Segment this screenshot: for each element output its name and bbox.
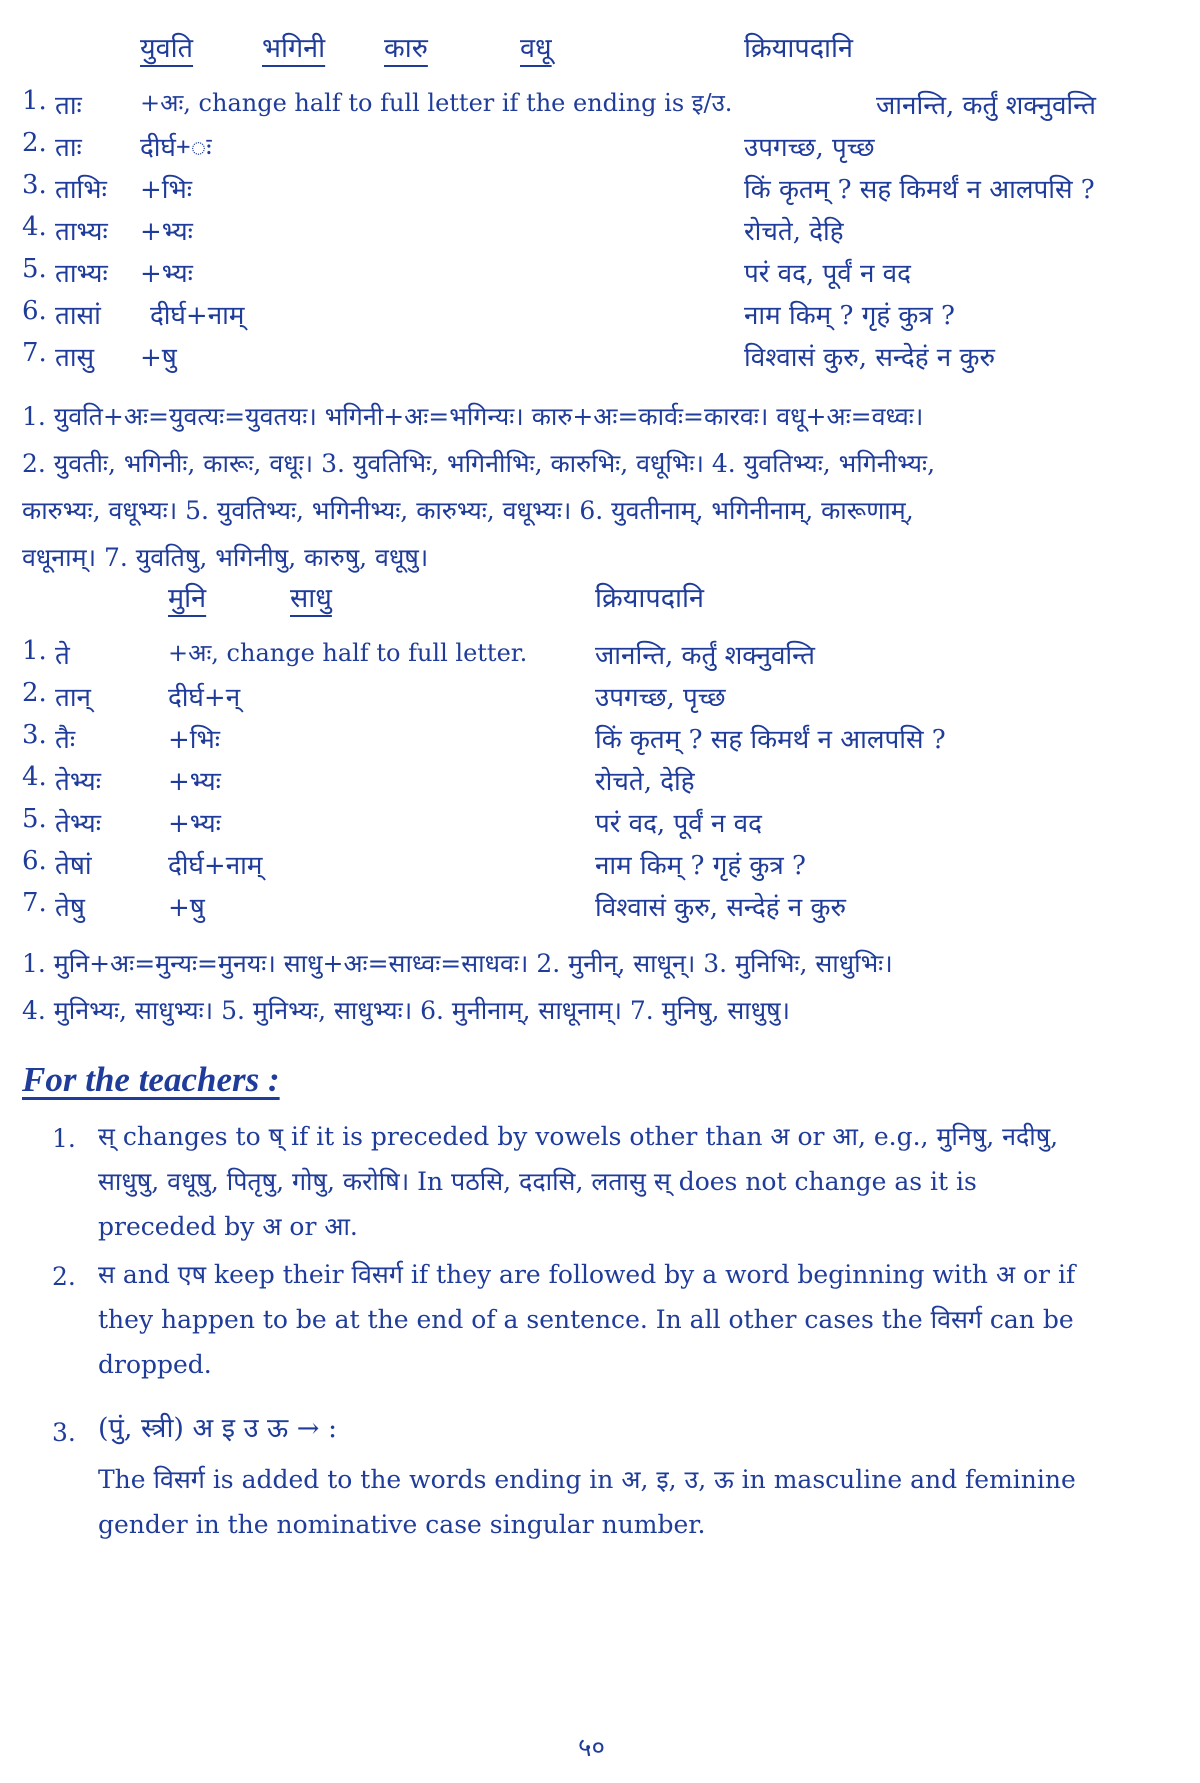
- row-form: ताभ्यः: [55, 217, 108, 247]
- row-number: 5.: [22, 804, 47, 834]
- row-form: ते: [55, 641, 70, 671]
- note-number: 3.: [52, 1418, 76, 1447]
- row-rule: दीर्घ+ः: [140, 133, 212, 163]
- note-line: dropped.: [98, 1350, 212, 1379]
- row-verbs: विश्वासं कुरु, सन्देहं न कुरु: [744, 343, 996, 373]
- paragraph-line: कारुभ्यः, वधूभ्यः। 5. युवतिभ्यः, भगिनीभ्यः, कारुभ्यः, वधूभ्यः। 6. युवतीनाम्, भगिनीनाम्, कारूणाम्,: [22, 496, 914, 525]
- table1-row: [0, 212, 1200, 252]
- row-verbs: जानन्ति, कर्तुं शक्नुवन्ति: [876, 91, 1096, 121]
- table1-row: [0, 128, 1200, 168]
- header-verbs-2: क्रियापदानि: [595, 583, 705, 614]
- note-line: gender in the nominative case singular number.: [98, 1510, 706, 1539]
- row-rule: दीर्घ+नाम्: [168, 851, 263, 881]
- row-rule: दीर्घ+न्: [168, 683, 241, 713]
- header-bhagini: भगिनी: [262, 33, 326, 64]
- row-verbs: उपगच्छ, पृच्छ: [595, 683, 726, 713]
- header-muni: मुनि: [168, 583, 207, 614]
- note-line: they happen to be at the end of a sentence. In all other cases the विसर्ग can be: [98, 1305, 1074, 1334]
- row-verbs: किं कृतम् ? सह किमर्थं न आलपसि ?: [595, 725, 946, 755]
- row-number: 7.: [22, 888, 47, 918]
- note-line: स and एष keep their विसर्ग if they are followed by a word beginning with अ or if: [98, 1260, 1076, 1289]
- row-verbs: जानन्ति, कर्तुं शक्नुवन्ति: [595, 641, 815, 671]
- declension-paragraph-2: [22, 940, 1182, 1034]
- teacher-note-1: [98, 1114, 1058, 1249]
- paragraph-line: वधूनाम्। 7. युवतिषु, भगिनीषु, कारुषु, वधूषु।: [22, 543, 429, 572]
- row-form: ताभिः: [55, 175, 107, 205]
- row-rule: +भ्यः: [140, 217, 193, 247]
- table2-row: [0, 804, 1200, 844]
- note-line: साधुषु, वधूषु, पितृषु, गोषु, करोषि। In पठसि, ददासि, लतासु स् does not change as it is: [98, 1167, 977, 1196]
- teacher-note-2: [98, 1252, 1075, 1387]
- row-number: 2.: [22, 678, 47, 708]
- header-vadhu: वधू: [520, 33, 552, 64]
- table2-row: [0, 636, 1200, 676]
- table1-row: [0, 254, 1200, 294]
- row-rule: +भ्यः: [168, 809, 221, 839]
- table1-row: [0, 338, 1200, 378]
- row-number: 3.: [22, 170, 47, 200]
- row-verbs: परं वद, पूर्वं न वद: [595, 809, 762, 839]
- teacher-note-3: [98, 1406, 1076, 1547]
- paragraph-line: 2. युवतीः, भगिनीः, कारूः, वधूः। 3. युवतिभिः, भगिनीभिः, कारुभिः, वधूभिः। 4. युवतिभ्यः, भगिनीभ्यः,: [22, 449, 936, 478]
- row-number: 6.: [22, 846, 47, 876]
- row-form: ताः: [55, 91, 82, 121]
- row-rule: +भ्यः: [140, 259, 193, 289]
- note-line: preceded by अ or आ.: [98, 1212, 358, 1241]
- header-verbs-1: क्रियापदानि: [744, 33, 854, 64]
- row-form: ताभ्यः: [55, 259, 108, 289]
- row-rule: +षु: [140, 343, 177, 373]
- row-verbs: नाम किम् ? गृहं कुत्र ?: [744, 301, 955, 331]
- note-line: The विसर्ग is added to the words ending in अ, इ, उ, ऊ in masculine and feminine: [98, 1465, 1076, 1494]
- table2-row: [0, 678, 1200, 718]
- row-rule: +भिः: [168, 725, 221, 755]
- row-rule: +अः, change half to full letter if the ending is इ/उ.: [140, 89, 733, 117]
- row-verbs: उपगच्छ, पृच्छ: [744, 133, 875, 163]
- row-form: तैः: [55, 725, 76, 755]
- row-rule: +षु: [168, 893, 205, 923]
- row-verbs: विश्वासं कुरु, सन्देहं न कुरु: [595, 893, 847, 923]
- row-number: 2.: [22, 128, 47, 158]
- row-number: 3.: [22, 720, 47, 750]
- row-number: 5.: [22, 254, 47, 284]
- row-form: ताः: [55, 133, 82, 163]
- paragraph-line: 1. मुनि+अः=मुन्यः=मुनयः। साधु+अः=साध्वः=साधवः। 2. मुनीन्, साधून्। 3. मुनिभिः, साधुभिः।: [22, 949, 893, 978]
- row-form: तासु: [55, 343, 95, 373]
- table1-row: [0, 170, 1200, 210]
- note-number: 2.: [52, 1262, 76, 1291]
- row-verbs: रोचते, देहि: [595, 767, 695, 797]
- row-verbs: रोचते, देहि: [744, 217, 844, 247]
- row-number: 4.: [22, 212, 47, 242]
- table2-row: [0, 846, 1200, 886]
- header-yuvati: युवति: [140, 33, 194, 64]
- row-number: 4.: [22, 762, 47, 792]
- paragraph-line: 1. युवति+अः=युवत्यः=युवतयः। भगिनी+अः=भगिन्यः। कारु+अः=कार्वः=कारवः। वधू+अः=वध्वः।: [22, 402, 924, 431]
- table2-row: [0, 720, 1200, 760]
- declension-paragraph-1: [22, 393, 1182, 581]
- table1-row: [0, 86, 1200, 126]
- row-number: 1.: [22, 86, 47, 116]
- table2-row: [0, 888, 1200, 928]
- page-number: ५०: [578, 1733, 606, 1763]
- row-form: तेभ्यः: [55, 767, 101, 797]
- row-form: तेभ्यः: [55, 809, 101, 839]
- table2-row: [0, 762, 1200, 802]
- table1-row: [0, 296, 1200, 336]
- row-verbs: किं कृतम् ? सह किमर्थं न आलपसि ?: [744, 175, 1095, 205]
- note-line: स् changes to ष् if it is preceded by vowels other than अ or आ, e.g., मुनिषु, नदीषु,: [98, 1122, 1059, 1151]
- note-formula: (पुं, स्त्री) अ इ उ ऊ → :: [98, 1413, 338, 1444]
- row-rule: दीर्घ+नाम्: [150, 301, 245, 331]
- row-number: 6.: [22, 296, 47, 326]
- row-number: 1.: [22, 636, 47, 666]
- header-karu: कारु: [384, 33, 428, 64]
- row-form: तासां: [55, 301, 101, 331]
- row-verbs: नाम किम् ? गृहं कुत्र ?: [595, 851, 806, 881]
- row-form: तान्: [55, 683, 91, 713]
- row-form: तेषु: [55, 893, 85, 923]
- row-form: तेषां: [55, 851, 92, 881]
- teachers-heading: For the teachers :: [22, 1060, 280, 1099]
- paragraph-line: 4. मुनिभ्यः, साधुभ्यः। 5. मुनिभ्यः, साधुभ्यः। 6. मुनीनाम्, साधूनाम्। 7. मुनिषु, साधुषु।: [22, 996, 791, 1025]
- row-rule: +भिः: [140, 175, 193, 205]
- row-rule: +अः, change half to full letter.: [168, 639, 528, 667]
- header-sadhu: साधु: [290, 583, 332, 614]
- note-number: 1.: [52, 1124, 76, 1153]
- row-rule: +भ्यः: [168, 767, 221, 797]
- row-verbs: परं वद, पूर्वं न वद: [744, 259, 911, 289]
- row-number: 7.: [22, 338, 47, 368]
